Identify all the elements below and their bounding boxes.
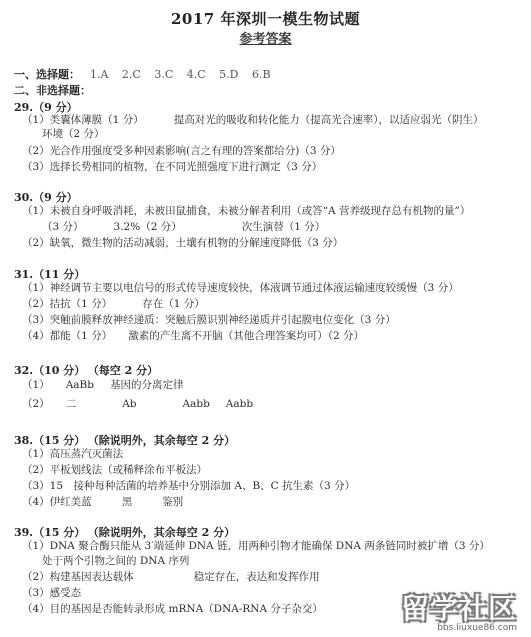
page-title: 2017 年深圳一模生物试题 xyxy=(171,10,360,28)
q39-line-4: （3）感受态 xyxy=(22,587,82,599)
q38-note: （除说明外，其余每空 2 分） xyxy=(93,434,236,447)
q30-line-1: （1）未被自身呼吸消耗，未被田鼠捕食，未被分解者利用（或答“A 营养级现存总有机物的量”） xyxy=(22,205,471,217)
q39-title: 39.（15 分） xyxy=(14,526,86,539)
q39-line-2: 处于两个引物之间的 DNA 序列 xyxy=(42,555,190,567)
q39-line-5: （4）目的基因是否能转录形成 mRNA（DNA-RNA 分子杂交） xyxy=(22,603,323,615)
q38-line-3: （3）15 接种每种活菌的培养基中分别添加 A、B、C 抗生素（3 分） xyxy=(22,480,356,492)
q32-note: （每空 2 分） xyxy=(93,364,159,377)
q32-title: 32.（10 分） xyxy=(14,364,86,377)
q29-line-1b: 提高对光的吸收和转化能力（提高光合速率），以适应弱光（阴生） xyxy=(173,114,484,126)
q31-line-1: （1）神经调节主要以电信号的形式传导速度较快，体液调节通过体液运输速度较缓慢（3 分） xyxy=(22,282,459,294)
q31-line-4a: （4）都能（1 分） xyxy=(22,330,113,342)
q39-line-1: （1）DNA 聚合酶只能从 3′端延伸 DNA 链，用两种引物才能确保 DNA 两条链同时被扩增（3 分） xyxy=(22,540,490,552)
q32-heading xyxy=(14,362,158,378)
choice-section xyxy=(14,66,271,82)
page-subtitle: 参考答案 xyxy=(239,32,292,47)
q38-heading xyxy=(14,432,235,448)
q38-line-1: （1）高压蒸汽灭菌法 xyxy=(22,448,124,460)
q39-note: （除说明外，其余每空 2 分） xyxy=(93,526,236,539)
q39-line-3a: （2）构建基因表达载体 xyxy=(22,571,134,583)
q38-line-4a: （4）伊红美蓝 xyxy=(22,496,92,508)
q32-line-2a: （2） xyxy=(22,398,50,410)
q29-line-2: 环境（2 分） xyxy=(42,128,105,140)
q38-line-2: （2）平板划线法（或稀释涂布平板法） xyxy=(22,464,208,476)
q32-line-2 xyxy=(22,398,253,411)
choice-label: 一、选择题： xyxy=(14,68,80,81)
q30-line-2 xyxy=(42,221,325,234)
nonchoice-label: 二、非选择题： xyxy=(14,84,91,97)
q39-line-3 xyxy=(22,571,320,584)
q32-line-1b: AaBb xyxy=(65,379,94,391)
q30-line-2c: 次生演替（1 分） xyxy=(241,221,326,233)
q30-heading: 30.（9 分） xyxy=(14,191,78,204)
q31-line-4b: 激素的产生离不开脑（其他合理答案均可）（2 分） xyxy=(128,330,364,342)
watermark-url: bbs.liuxue86.com xyxy=(437,623,517,633)
q32-line-1c: 基因的分离定律 xyxy=(109,379,184,391)
q31-line-4 xyxy=(22,330,364,343)
q32-line-2c: Ab xyxy=(122,398,137,410)
q38-line-4 xyxy=(22,496,183,509)
q38-title: 38.（15 分） xyxy=(14,434,86,447)
q38-line-4b: 黑 xyxy=(121,496,133,508)
q39-heading xyxy=(14,524,235,540)
q32-line-1a: （1） xyxy=(22,379,50,391)
q31-line-2a: （2）拮抗（1 分） xyxy=(22,298,113,310)
choice-answers: 1.A 2.C 3.C 4.C 5.D 6.B xyxy=(90,68,271,81)
q32-line-2e: Aabb xyxy=(225,398,254,410)
q32-line-2b: 二 xyxy=(65,398,77,410)
q30-line-2a: （3 分） xyxy=(42,221,84,233)
q38-line-4c: 鉴别 xyxy=(162,496,184,508)
q29-line-4: （3）选择长势相同的植物，在不同光照强度下进行测定（3 分） xyxy=(22,161,323,173)
watermark-logo xyxy=(371,587,521,631)
watermark-brand: 留学社区 xyxy=(400,592,517,625)
q31-line-2 xyxy=(22,298,205,311)
q32-line-1 xyxy=(22,379,183,392)
q31-heading: 31.（11 分） xyxy=(14,268,86,281)
q29-heading: 29.（9 分） xyxy=(14,101,78,114)
q30-line-2b: 3.2%（2 分） xyxy=(113,221,182,233)
q39-line-3b: 稳定存在，表达和发挥作用 xyxy=(193,571,320,583)
q32-line-2d: Aabb xyxy=(182,398,210,410)
q30-line-3: （2）缺氧，微生物的活动减弱，土壤有机物的分解速度降低（3 分） xyxy=(22,237,344,249)
q29-line-1 xyxy=(22,114,483,127)
q31-line-3: （3）突触前膜释放神经递质：突触后膜识别神经递质并引起膜电位变化（3 分） xyxy=(22,314,396,326)
q29-line-1a: （1）类囊体薄膜（1 分） xyxy=(22,114,144,126)
q31-line-2b: 存在（1 分） xyxy=(142,298,205,310)
q29-line-3: （2）光合作用强度受多种因素影响(言之有理的答案都给分)（3 分） xyxy=(22,145,341,157)
